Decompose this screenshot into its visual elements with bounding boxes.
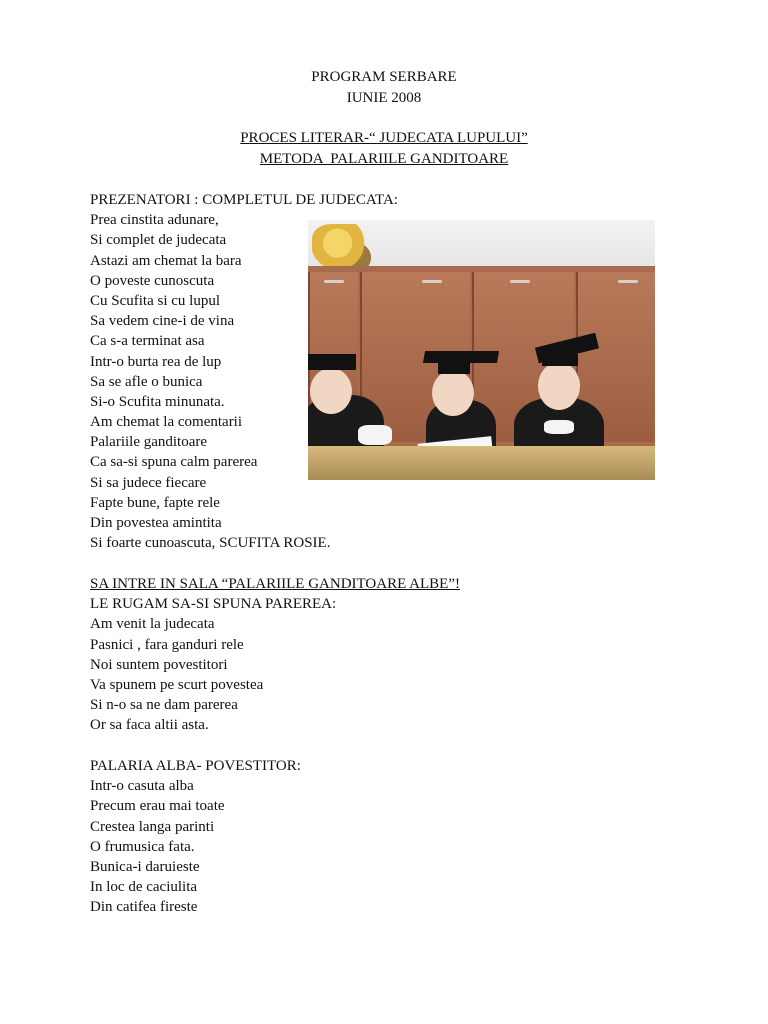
verse-line: Si-o Scufita minunata. — [90, 393, 225, 410]
verse-line: Si complet de judecata — [90, 232, 227, 249]
child-middle-face — [432, 370, 474, 416]
subtitle-line2-text: METODA PALARIILE GANDITOARE — [259, 151, 509, 167]
verse-line: Din catifea fireste — [90, 899, 198, 916]
child-left-cap — [308, 354, 356, 370]
verse-line: Precum erau mai toate — [90, 798, 225, 815]
child-right-cap-base — [542, 354, 578, 366]
verse-line: Cu Scufita si cu lupul — [90, 292, 220, 309]
verse-line: Fapte bune, fapte rele — [90, 494, 220, 511]
cabinet-handle — [618, 280, 638, 283]
program-date: IUNIE 2008 — [346, 90, 422, 106]
verse-line: Ca s-a terminat asa — [90, 333, 205, 350]
verse-line: Intr-o casuta alba — [90, 778, 194, 795]
verse-line: In loc de caciulita — [90, 879, 198, 896]
subtitle-metoda — [0, 149, 768, 169]
verse-line: Si n-o sa ne dam parerea — [90, 697, 238, 714]
verse-line: Va spunem pe scurt povestea — [90, 676, 264, 693]
plush-toy — [312, 224, 376, 272]
child-right-face — [538, 362, 580, 410]
verse-line: Din povestea amintita — [90, 515, 222, 531]
verse-line: Sa vedem cine-i de vina — [90, 313, 235, 330]
verse-line: Astazi am chemat la bara — [90, 252, 242, 269]
child-left-collar — [358, 425, 392, 445]
section-palaria-alba — [90, 756, 301, 918]
verse-line: Ca sa-si spuna calm parerea — [90, 454, 258, 471]
verse-line: Crestea langa parinti — [90, 818, 215, 835]
child-right-collar — [544, 420, 574, 434]
verse-line: Am chemat la comentarii — [90, 414, 243, 431]
cabinet-handle — [510, 280, 530, 283]
verse-line: Pasnici , fara ganduri rele — [90, 636, 244, 653]
verse-line: Bunica-i daruieste — [90, 858, 200, 875]
verse-line: Si sa judece fiecare — [90, 474, 207, 491]
verse-line: Noi suntem povestitori — [90, 656, 228, 673]
subtitle-line1-text: PROCES LITERAR-“ JUDECATA LUPULUI” — [240, 130, 528, 146]
child-left-face — [310, 368, 352, 414]
verse-line: Si foarte cunoascuta, SCUFITA ROSIE. — [90, 535, 331, 552]
verse-line: O poveste cunoscuta — [90, 272, 215, 289]
verse-line: Intr-o burta rea de lup — [90, 353, 222, 370]
verse-line: Am venit la judecata — [90, 616, 215, 633]
verse-line: Or sa faca altii asta. — [90, 717, 209, 734]
cabinet-handle — [422, 280, 442, 283]
verse-line: Palariile ganditoare — [90, 434, 208, 451]
verse-line: Prea cinstita adunare, — [90, 212, 219, 229]
cabinet-handle — [324, 280, 344, 283]
section-palariile-albe — [90, 574, 460, 736]
child-middle-cap-base — [438, 360, 470, 374]
verse-line: Sa se afle o bunica — [90, 373, 203, 390]
section-heading: PREZENATORI : COMPLETUL DE JUDECATA: — [90, 192, 398, 208]
children-graduation-photo — [308, 220, 655, 480]
section-heading-underlined: SA INTRE IN SALA “PALARIILE GANDITOARE ALBE”! — [90, 576, 460, 592]
verse-line: O frumusica fata. — [90, 838, 195, 855]
subtitle-proces-literar — [0, 128, 768, 148]
program-title: PROGRAM SERBARE — [311, 69, 457, 85]
section-subheading: LE RUGAM SA-SI SPUNA PAREREA: — [90, 596, 337, 613]
classroom-table — [308, 446, 655, 480]
section-heading: PALARIA ALBA- POVESTITOR: — [90, 758, 301, 774]
